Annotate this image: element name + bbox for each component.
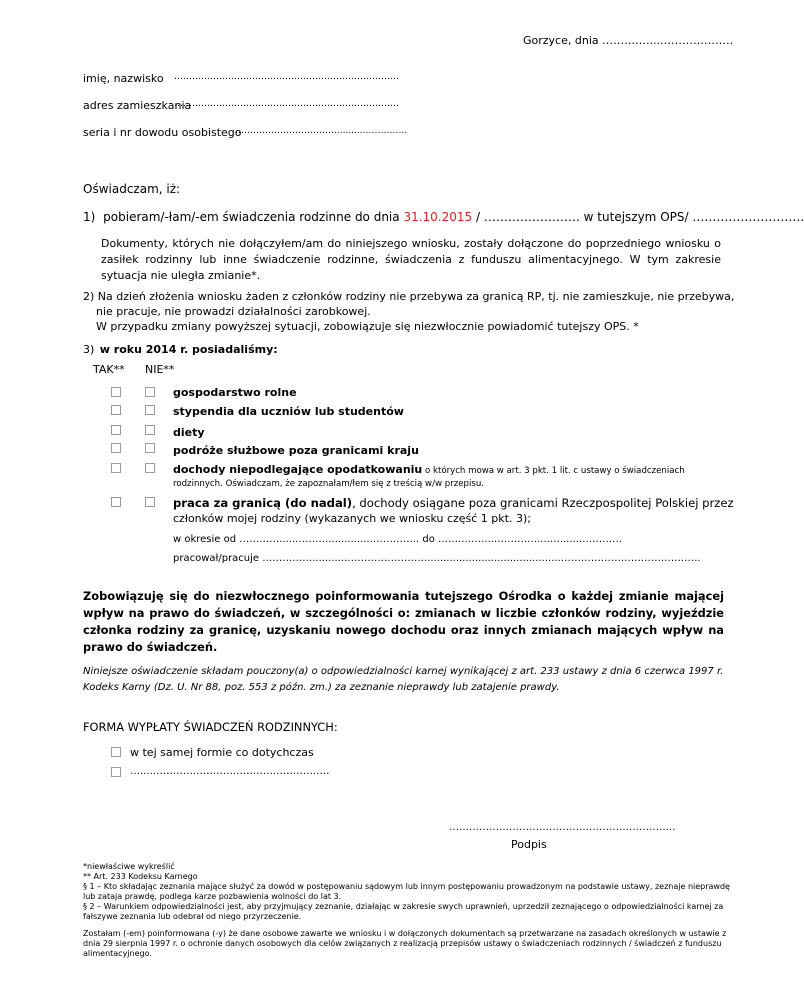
footnote-2: ** Art. 233 Kodeksu Karnego bbox=[83, 872, 198, 881]
payment-heading: FORMA WYPŁATY ŚWIADCZEŃ RODZINNYCH: bbox=[83, 720, 338, 734]
address-field[interactable]: ………………………………………………………………… bbox=[174, 99, 399, 109]
option-no-checkbox[interactable] bbox=[145, 463, 155, 473]
footnote-5: Zostałam (-em) poinformowana (-y) że dane osobowe zawarte we wniosku i w dołączonych dokumentach są przetwarzane na zasadach określonych w ustawie z dnia 29 sierpnia 1997 r. o ochronie danych osobowych dla celów związanych z realizacją przepisów ustawy o świadczeniach rodzinnych / świadczeń z funduszu alimentacyjnego. bbox=[83, 929, 727, 958]
option-label-extra2: rodzinnych. Oświadczam, że zapoznałam/łem się z treścią w/w przepisu. bbox=[173, 479, 485, 489]
option-no-checkbox[interactable] bbox=[145, 443, 155, 453]
option-label-extra2: członków mojej rodziny (wykazanych we wniosku część 1 pkt. 3); bbox=[173, 512, 531, 525]
item3-heading-text: w roku 2014 r. posiadaliśmy: bbox=[99, 343, 278, 356]
declare-heading: Oświadczam, iż: bbox=[83, 182, 181, 196]
option-label-main: dochody niepodlegające opodatkowaniu bbox=[173, 463, 423, 476]
payment-option-checkbox[interactable] bbox=[111, 747, 121, 757]
option-label-extra: , dochody osiągane poza granicami Rzeczpospolitej Polskiej przez bbox=[352, 496, 734, 510]
period-field[interactable]: w okresie od ……….….....……….............….……….. do ……..……...…….……....….......………… bbox=[173, 534, 623, 545]
item3-heading bbox=[83, 343, 278, 356]
option-label: diety bbox=[173, 426, 205, 439]
payment-option-label: w tej samej formie co dotychczas bbox=[130, 746, 314, 759]
signature-line[interactable]: ………………………………………………………….. bbox=[449, 822, 676, 833]
option-yes-checkbox[interactable] bbox=[111, 387, 121, 397]
id-label: seria i nr dowodu osobistego bbox=[83, 126, 242, 139]
payment-option-other-field[interactable]: …...……………………………………………… bbox=[130, 766, 330, 777]
option-no-checkbox[interactable] bbox=[145, 497, 155, 507]
item1-num: 1) bbox=[83, 210, 96, 224]
option-label-main: praca za granicą (do nadal) bbox=[173, 496, 353, 510]
item2-line2: nie pracuje, nie prowadzi działalności zarobkowej. bbox=[96, 305, 371, 318]
place-date: Gorzyce, dnia ……….…....………………. bbox=[523, 34, 734, 47]
option-yes-checkbox[interactable] bbox=[111, 443, 121, 453]
option-no-checkbox[interactable] bbox=[145, 425, 155, 435]
item3-num: 3) bbox=[83, 343, 95, 356]
liability-text: Niniejsze oświadczenie składam pouczony(a) o odpowiedzialności karnej wynikającej z art. 233 ustawy z dnia 6 czerwca 1997 r. Kodeks Karny (Dz. U. Nr 88, poz. 553 z późn. zm.) za zeznanie nieprawdy lub zatajenie prawdy. bbox=[83, 666, 724, 693]
option-yes-checkbox[interactable] bbox=[111, 497, 121, 507]
option-label bbox=[173, 496, 734, 510]
item2-line1: 2) Na dzień złożenia wniosku żaden z członków rodziny nie przebywa za granicą RP, tj. nie zamieszkuje, nie przebywa, bbox=[83, 290, 735, 303]
footnote-3: § 1 – Kto składając zeznania mające służyć za dowód w postępowaniu sądowym lub innym postępowaniu prowadzonym na podstawie ustawy, zeznaje nieprawdę lub zataja prawdę, podlega karze pozbawienia wolności do lat 3. bbox=[83, 882, 730, 901]
payment-option-checkbox[interactable] bbox=[111, 767, 121, 777]
item1-text-b[interactable]: / …………………… w tutejszym OPS/ ………………………. bbox=[476, 210, 804, 224]
item1-text-a: pobieram/-łam/-em świadczenia rodzinne do dnia bbox=[103, 210, 400, 224]
footnote-1: *niewłaściwe wykreślić bbox=[83, 862, 175, 871]
col-yes-header: TAK** bbox=[93, 363, 125, 376]
item1-note: Dokumenty, których nie dołączyłem/am do niniejszego wniosku, zostały dołączone do poprzedniego wniosku o zasiłek rodzinny lub inne świadczenie rodzinne, świadczenia z funduszu alimentacyjnego. W tym zakresie sytuacja nie uległa zmianie*. bbox=[101, 237, 721, 282]
option-label-extra: o których mowa w art. 3 pkt. 1 lit. c ustawy o świadczeniach bbox=[422, 466, 685, 476]
option-label bbox=[173, 463, 685, 476]
col-no-header: NIE** bbox=[145, 363, 175, 376]
option-no-checkbox[interactable] bbox=[145, 405, 155, 415]
item1-date: 31.10.2015 bbox=[403, 210, 473, 224]
option-yes-checkbox[interactable] bbox=[111, 405, 121, 415]
option-yes-checkbox[interactable] bbox=[111, 463, 121, 473]
option-yes-checkbox[interactable] bbox=[111, 425, 121, 435]
option-label: gospodarstwo rolne bbox=[173, 386, 297, 399]
option-label: stypendia dla uczniów lub studentów bbox=[173, 405, 404, 418]
address-label: adres zamieszkania bbox=[83, 99, 192, 112]
option-no-checkbox[interactable] bbox=[145, 387, 155, 397]
signature-label: Podpis bbox=[511, 838, 547, 851]
name-label: imię, nazwisko bbox=[83, 72, 164, 85]
item2-line3: W przypadku zmiany powyższej sytuacji, zobowiązuje się niezwłocznie powiadomić tutejszy OPS. * bbox=[96, 320, 639, 333]
obligation-text: Zobowiązuję się do niezwłocznego poinformowania tutejszego Ośrodka o każdej zmianie mającej wpływ na prawo do świadczeń, w szczególności o: zmianach w liczbie członków rodziny, wyjeździe członka rodziny za granicę, uzyskaniu nowego dochodu oraz innych zmianach mających wpływ na prawo do świadczeń. bbox=[83, 589, 724, 654]
id-field[interactable]: ……………………………...........………….. bbox=[235, 126, 408, 136]
footnote-4: § 2 – Warunkiem odpowiedzialności jest, aby przyjmujący zeznanie, działając w zakresie swych uprawnień, uprzedził zeznającego o odpowiedzialności karnej za fałszywe zeznania lub odebrał od niego przyrzeczenie. bbox=[83, 902, 724, 921]
item1-line bbox=[83, 210, 804, 224]
worked-field[interactable]: pracował/pracuje ……………..........……………………..........................................……………………………………. bbox=[173, 553, 701, 564]
name-field[interactable]: ………………………………………………………………… bbox=[174, 72, 399, 82]
option-label: podróże służbowe poza granicami kraju bbox=[173, 444, 419, 457]
